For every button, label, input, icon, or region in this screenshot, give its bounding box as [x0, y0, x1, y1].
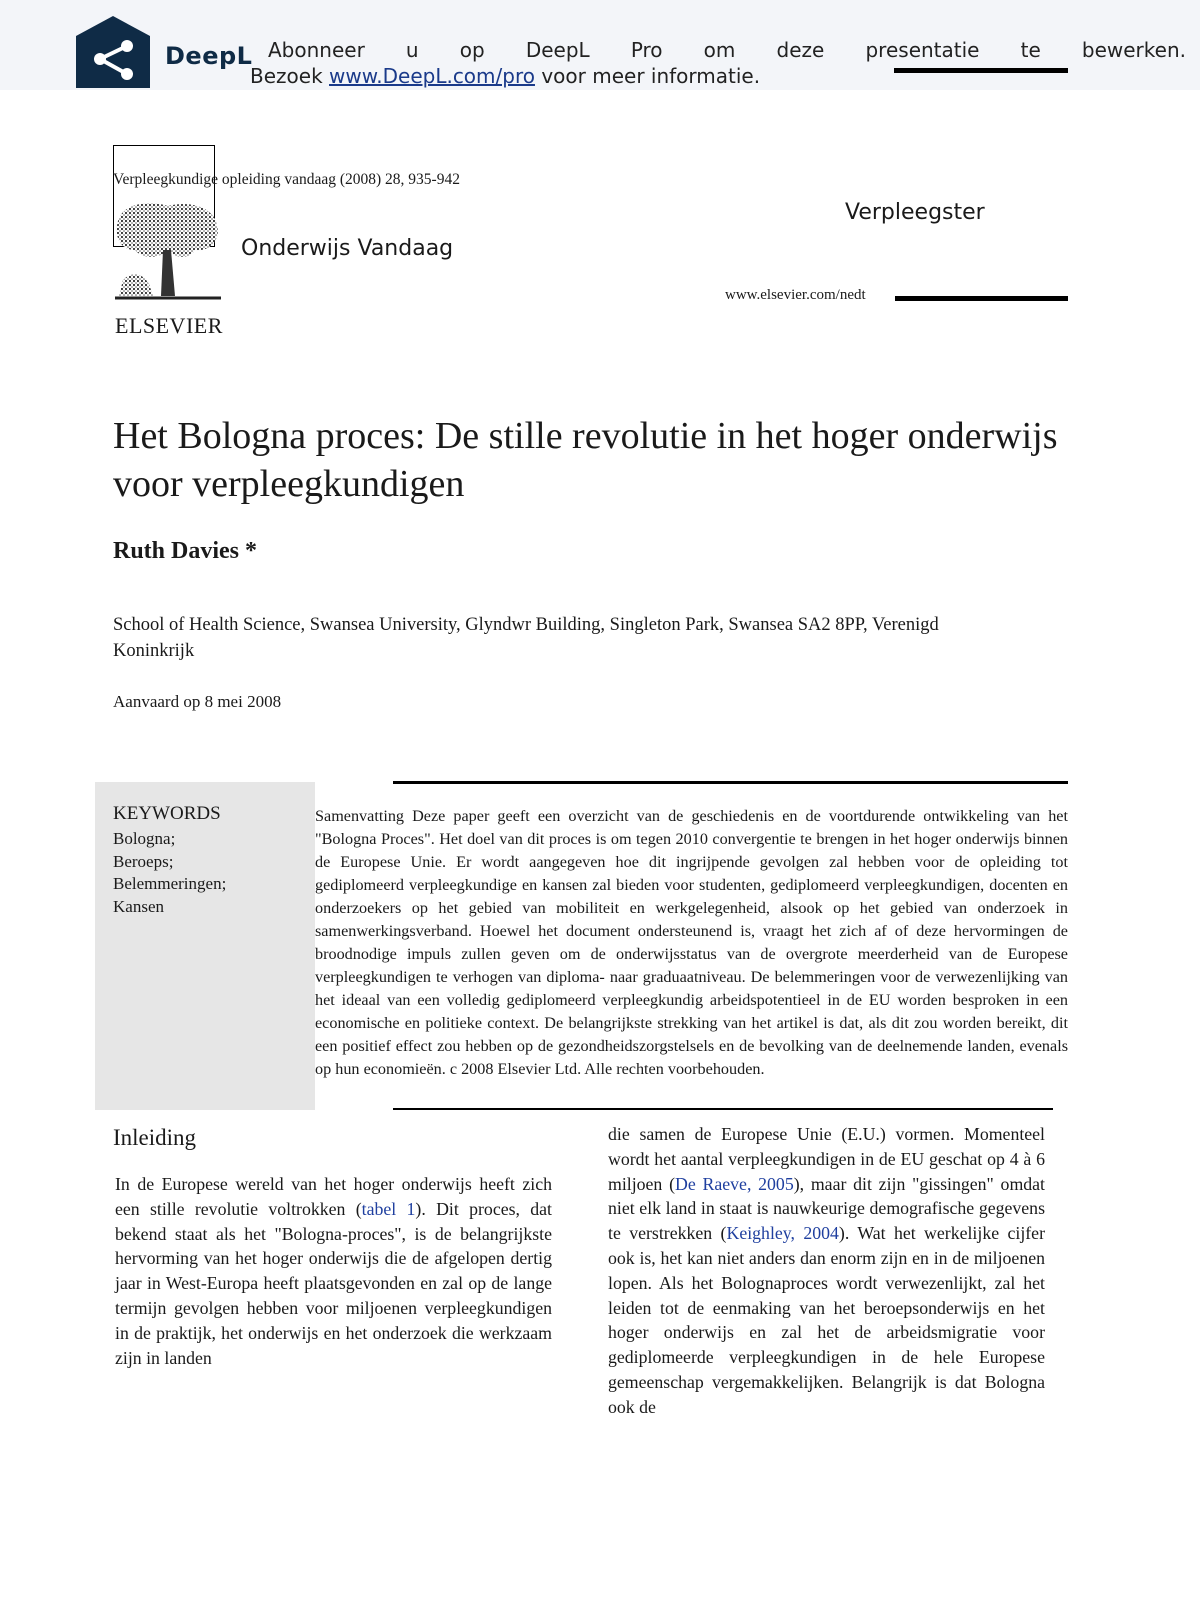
- journal-title-part-1: Verpleegster: [845, 200, 985, 225]
- deepl-logo-icon[interactable]: [72, 14, 154, 94]
- author-affiliation: School of Health Science, Swansea University, Glyndwr Building, Singleton Park, Swansea SA2 8PP, Verenigd Koninkrijk: [113, 615, 939, 661]
- deepl-pro-link[interactable]: www.DeepL.com/pro: [329, 64, 535, 88]
- citation-link-keighley[interactable]: Keighley, 2004: [726, 1223, 839, 1244]
- abstract-text: Samenvatting Deze paper geeft een overzicht van de geschiedenis en de voortdurende ontwikkeling van het "Bologna Proces". Het doel van dit proces is om tegen 2010 convergentie te brengen in het hoger onderwijs binnen de Europese Unie. Er wordt aangegeven hoe dit ingrijpende gevolgen zal hebben voor de opleiding tot gediplomeerd verpleegkundige en kansen zal bieden voor studenten, gediplomeerd verpleegkundigen, docenten en onderzoekers op het gebied van mobiliteit en werkgelegenheid, alsook op het gebied van onderzoek in samenwerkingsverband. Hoewel het document ondersteunend is, vraagt het zich af of deze hervormingen de broodnodige impuls zullen geven om de onderwijsstatus van de overgrote meerderheid van de Europese verpleegkundigen te verhogen van diploma- naar graduaatniveau. De belemmeringen voor de verwezenlijking van het ideaal van een volledig gediplomeerd verpleegkundig arbeidspotentieel in de EU worden besproken in een economische en politieke context. De belangrijkste strekking van het artikel is dat, als dit zou worden bereikt, dit een positief effect zou hebben op de gezondheidszorgstelsels en de bevolking van de deelnemende landen, evenals op hun economieën. c 2008 Elsevier Ltd. Alle rechten voorbehouden.: [315, 807, 1068, 1078]
- publisher-name: ELSEVIER: [115, 313, 223, 338]
- article-title: Het Bologna proces: De stille revolutie in het hoger onderwijs voor verpleegkundigen: [113, 415, 1058, 505]
- keyword-item: Bologna;: [113, 829, 176, 848]
- journal-citation: Verpleegkundige opleiding vandaag (2008) 28, 935-942: [113, 171, 460, 188]
- elsevier-tree-logo: [113, 200, 223, 310]
- abstract-bottom-rule: [393, 1108, 1053, 1110]
- table-reference-link[interactable]: tabel 1: [361, 1198, 416, 1219]
- journal-url: www.elsevier.com/nedt: [725, 287, 866, 303]
- keywords-list: [113, 828, 226, 918]
- banner-subscribe-text: Abonneer u op DeepL Pro om deze presentatie te bewerken.: [268, 38, 1186, 62]
- abstract-top-rule: [393, 781, 1068, 784]
- keyword-item: Beroeps;: [113, 851, 174, 871]
- body-column-right: die samen de Europese Unie (E.U.) vormen. Momenteel wordt het aantal verpleegkundigen in de EU geschat op 4 à 6 miljoen (De Raeve, 2005), maar dit zijn "gissingen" omdat niet elk land in staat is nauwkeurige demografische gegevens te verstrekken (Keighley, 2004). Wat het werkelijke cijfer ook is, het kan niet anders dan enorm zijn en in de miljoenen lopen. Als het Bolognaproces wordt verwezenlijkt, zal het leiden tot de eenmaking van het beroepsonderwijs en het hoger onderwijs en zal het de arbeidsmigratie voor gediplomeerde verpleegkundigen in de hele Europese gemeenschap vergemakkelijken. Belangrijk is dat Bologna ook de: [608, 1124, 1046, 1417]
- keyword-item: Kansen: [113, 896, 164, 916]
- deepl-brand-name: DeepL: [165, 42, 253, 70]
- keyword-item: Belemmeringen;: [113, 874, 227, 893]
- header-rule: [895, 296, 1068, 301]
- article-author: Ruth Davies *: [113, 538, 258, 564]
- banner-info-text: Bezoek www.DeepL.com/pro voor meer informatie.: [250, 64, 761, 88]
- body-column-left: In de Europese wereld van het hoger onderwijs heeft zich een stille revolutie voltrokken (tabel 1). Dit proces, dat bekend staat als het "Bologna-proces", is de belangrijkste hervorming van het hoger onderwijs die de afgelopen dertig jaar in West-Europa heeft plaatsgevonden en zal op de lange termijn gevolgen hebben voor miljoenen verpleegkundigen in de praktijk, het onderwijs en het onderzoek die werkzaam zijn in landen: [115, 1174, 552, 1368]
- section-heading-introduction: Inleiding: [113, 1125, 197, 1150]
- keywords-heading: KEYWORDS: [113, 803, 221, 824]
- banner-rule: [894, 68, 1068, 73]
- accepted-date: Aanvaard op 8 mei 2008: [113, 692, 282, 711]
- journal-title-part-2: Onderwijs Vandaag: [241, 236, 454, 261]
- citation-link-de-raeve[interactable]: De Raeve, 2005: [675, 1173, 794, 1194]
